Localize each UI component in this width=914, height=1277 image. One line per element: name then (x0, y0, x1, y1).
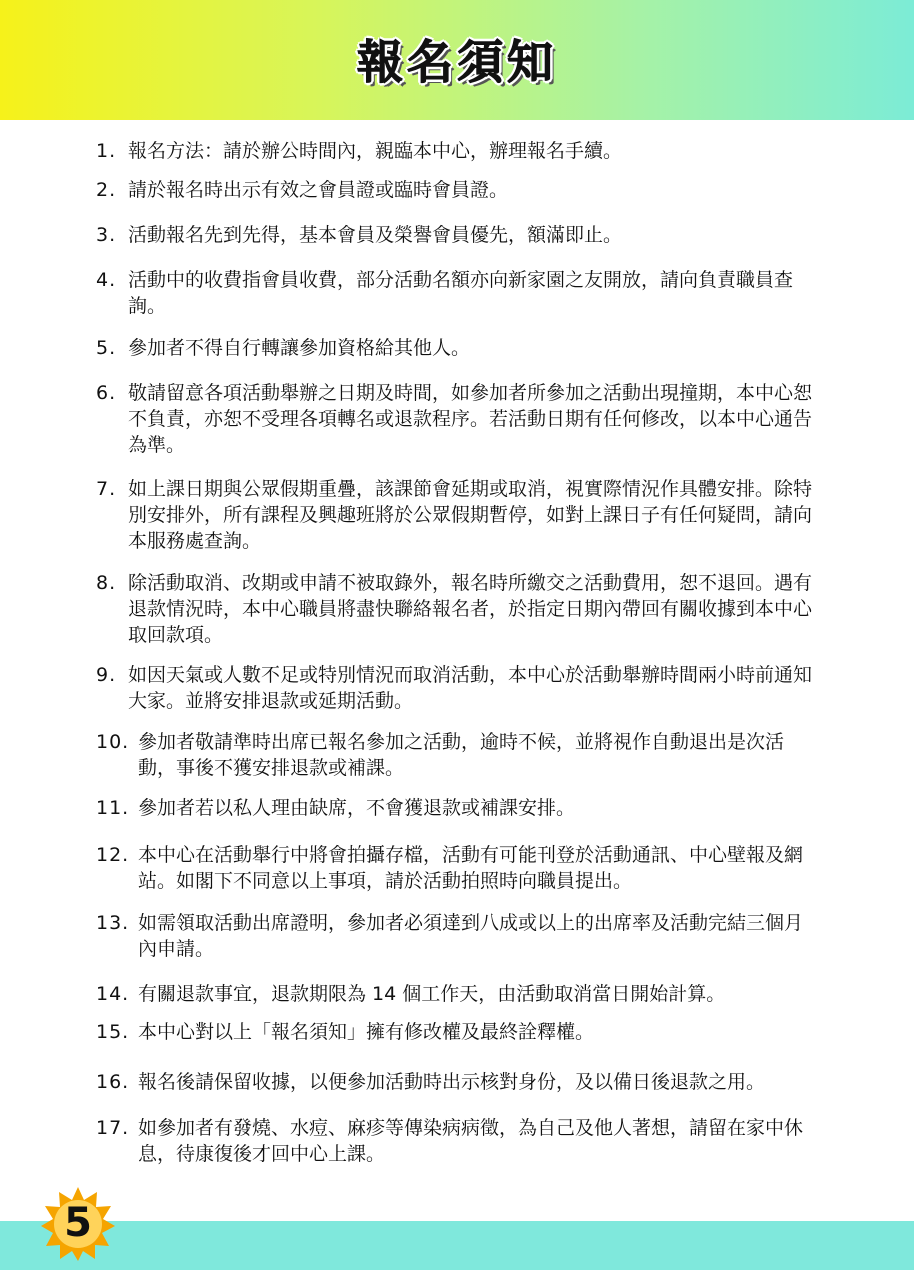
rule-text: 請於報名時出示有效之會員證或臨時會員證。 (128, 179, 509, 201)
rule-text: 參加者不得自行轉讓參加資格給其他人。 (128, 337, 471, 359)
rule-text: 本中心在活動舉行中將會拍攝存檔，活動有可能刊登於活動通訊、中心壁報及網站。如閣下不同意以上事項，請於活動拍照時向職員提出。 (138, 844, 804, 892)
rule-item (96, 795, 816, 821)
rule-number: 5. (96, 337, 117, 359)
rule-number: 4. (96, 269, 117, 291)
rule-item (96, 842, 816, 894)
rule-item (96, 1019, 816, 1045)
rule-number: 6. (96, 382, 117, 404)
rule-number: 14. (96, 983, 130, 1005)
footer-band (0, 1221, 914, 1270)
rule-number: 2. (96, 179, 117, 201)
rule-item (96, 138, 816, 164)
rule-number: 9. (96, 664, 117, 686)
rule-number: 15. (96, 1021, 130, 1043)
rule-text: 如上課日期與公眾假期重疊，該課節會延期或取消，視實際情況作具體安排。除特別安排外，所有課程及興趣班將於公眾假期暫停，如對上課日子有任何疑問，請向本服務處查詢。 (128, 478, 813, 552)
page-title: 報名須知 (357, 35, 557, 89)
rule-text: 活動報名先到先得，基本會員及榮譽會員優先，額滿即止。 (128, 224, 623, 246)
rule-item (96, 267, 816, 319)
rule-number: 13. (96, 912, 130, 934)
rule-item (96, 981, 816, 1007)
rule-item (96, 476, 816, 554)
rule-number: 8. (96, 572, 117, 594)
page-number: 5 (64, 1200, 92, 1246)
rule-text: 如參加者有發燒、水痘、麻疹等傳染病病徵，為自己及他人著想，請留在家中休息，待康復後才回中心上課。 (138, 1117, 804, 1165)
rule-text: 參加者敬請準時出席已報名參加之活動，逾時不候，並將視作自動退出是次活動，事後不獲安排退款或補課。 (138, 731, 785, 779)
rule-item (96, 729, 816, 781)
rule-item (96, 910, 816, 962)
rule-item (96, 335, 816, 361)
rule-item (96, 1069, 816, 1095)
rule-text: 活動中的收費指會員收費，部分活動名額亦向新家園之友開放，請向負責職員查詢。 (128, 269, 794, 317)
rule-text: 報名方法：請於辦公時間內，親臨本中心，辦理報名手續。 (128, 140, 623, 162)
rule-number: 7. (96, 478, 117, 500)
rule-text: 參加者若以私人理由缺席，不會獲退款或補課安排。 (138, 797, 576, 819)
rule-number: 1. (96, 140, 117, 162)
rule-item (96, 1115, 816, 1167)
rule-number: 17. (96, 1117, 130, 1139)
rule-item (96, 222, 816, 248)
rule-item (96, 380, 816, 458)
rule-number: 12. (96, 844, 130, 866)
rule-text: 除活動取消、改期或申請不被取錄外，報名時所繳交之活動費用，恕不退回。遇有退款情況時，本中心職員將盡快聯絡報名者，於指定日期內帶回有關收據到本中心取回款項。 (128, 572, 813, 646)
rule-number: 10. (96, 731, 130, 753)
rule-text: 本中心對以上「報名須知」擁有修改權及最終詮釋權。 (138, 1021, 595, 1043)
rule-text: 如因天氣或人數不足或特別情況而取消活動，本中心於活動舉辦時間兩小時前通知大家。並將安排退款或延期活動。 (128, 664, 813, 712)
rule-number: 11. (96, 797, 130, 819)
rule-number: 16. (96, 1071, 130, 1093)
rule-number: 3. (96, 224, 117, 246)
rule-text: 敬請留意各項活動舉辦之日期及時間，如參加者所參加之活動出現撞期，本中心恕不負責，亦恕不受理各項轉名或退款程序。若活動日期有任何修改，以本中心通告為準。 (128, 382, 813, 456)
rule-item (96, 662, 816, 714)
rule-text: 如需領取活動出席證明，參加者必須達到八成或以上的出席率及活動完結三個月內申請。 (138, 912, 804, 960)
rule-item (96, 570, 816, 648)
rule-item (96, 177, 816, 203)
rule-text: 報名後請保留收據，以便參加活動時出示核對身份，及以備日後退款之用。 (138, 1071, 766, 1093)
rule-text: 有關退款事宜，退款期限為 14 個工作天，由活動取消當日開始計算。 (138, 983, 726, 1005)
